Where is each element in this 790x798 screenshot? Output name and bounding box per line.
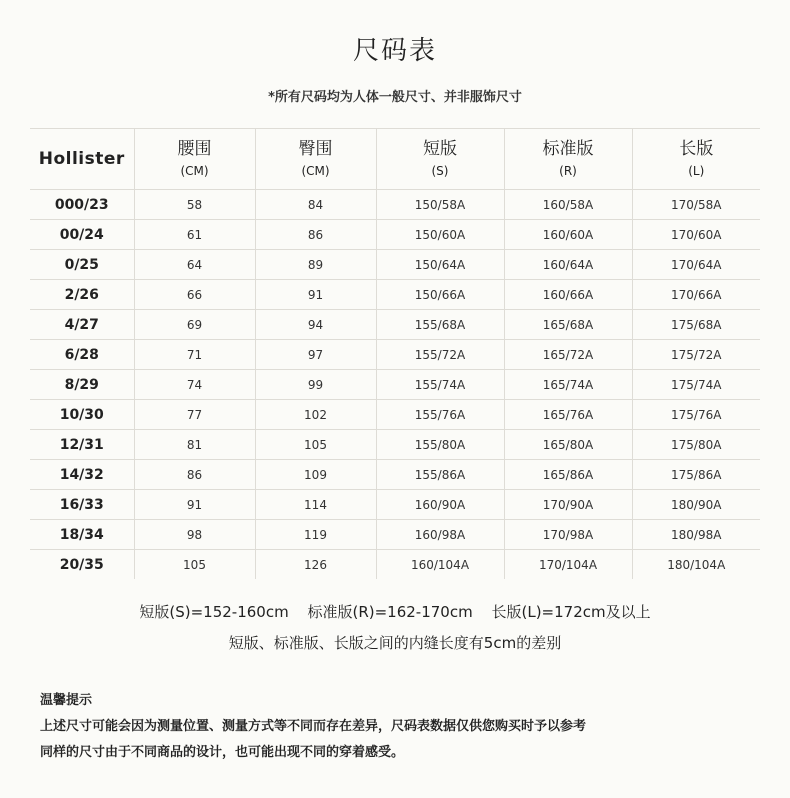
table-cell: 160/60A xyxy=(504,220,632,250)
table-cell: 89 xyxy=(255,250,376,280)
size-label-cell: 4/27 xyxy=(30,310,134,340)
table-cell: 165/76A xyxy=(504,400,632,430)
table-cell: 165/68A xyxy=(504,310,632,340)
table-cell: 119 xyxy=(255,520,376,550)
table-cell: 160/104A xyxy=(376,550,504,580)
size-label-cell: 20/35 xyxy=(30,550,134,580)
table-row xyxy=(30,280,760,310)
table-cell: 170/104A xyxy=(504,550,632,580)
table-cell: 150/58A xyxy=(376,190,504,220)
table-cell: 175/76A xyxy=(632,400,760,430)
table-row xyxy=(30,310,760,340)
brand-header: Hollister xyxy=(30,129,134,190)
header-name: 臀围 xyxy=(298,139,333,159)
table-cell: 160/58A xyxy=(504,190,632,220)
table-cell: 170/64A xyxy=(632,250,760,280)
size-label-cell: 10/30 xyxy=(30,400,134,430)
table-cell: 86 xyxy=(134,460,255,490)
regular-length-note: 标准版(R)=162-170cm xyxy=(307,603,473,621)
size-label-cell: 14/32 xyxy=(30,460,134,490)
table-cell: 155/86A xyxy=(376,460,504,490)
table-cell: 170/98A xyxy=(504,520,632,550)
inseam-difference-note: 短版、标准版、长版之间的内缝长度有5cm的差别 xyxy=(228,634,562,652)
table-cell: 155/72A xyxy=(376,340,504,370)
table-cell: 109 xyxy=(255,460,376,490)
tips-text-line: 上述尺寸可能会因为测量位置、测量方式等不同而存在差异，尺码表数据仅供您购买时予以参考 xyxy=(40,719,587,734)
table-row xyxy=(30,340,760,370)
table-cell: 150/64A xyxy=(376,250,504,280)
table-cell: 175/80A xyxy=(632,430,760,460)
header-unit: (S) xyxy=(431,164,449,178)
table-row xyxy=(30,250,760,280)
size-chart-table xyxy=(30,128,760,579)
size-label-cell: 0/25 xyxy=(30,250,134,280)
table-cell: 64 xyxy=(134,250,255,280)
size-label-cell: 2/26 xyxy=(30,280,134,310)
table-cell: 165/72A xyxy=(504,340,632,370)
table-cell: 94 xyxy=(255,310,376,340)
size-label-cell: 12/31 xyxy=(30,430,134,460)
size-label-cell: 16/33 xyxy=(30,490,134,520)
length-definitions xyxy=(0,601,790,622)
table-cell: 155/74A xyxy=(376,370,504,400)
table-cell: 170/66A xyxy=(632,280,760,310)
subtitle-note: *所有尺码均为人体一般尺寸、并非服饰尺寸 xyxy=(268,90,522,105)
table-body xyxy=(30,190,760,580)
table-cell: 150/66A xyxy=(376,280,504,310)
table-cell: 66 xyxy=(134,280,255,310)
table-row xyxy=(30,520,760,550)
header-unit: (R) xyxy=(559,164,577,178)
short-length-note: 短版(S)=152-160cm xyxy=(139,603,289,621)
table-header-row xyxy=(30,129,760,190)
table-cell: 61 xyxy=(134,220,255,250)
table-cell: 105 xyxy=(134,550,255,580)
header-hip xyxy=(255,129,376,190)
header-short xyxy=(376,129,504,190)
table-cell: 91 xyxy=(134,490,255,520)
size-label-cell: 18/34 xyxy=(30,520,134,550)
table-row xyxy=(30,190,760,220)
table-cell: 160/64A xyxy=(504,250,632,280)
table-cell: 180/98A xyxy=(632,520,760,550)
long-length-note: 长版(L)=172cm及以上 xyxy=(491,603,651,621)
page-title: 尺码表 xyxy=(352,36,437,66)
table-cell: 74 xyxy=(134,370,255,400)
header-name: 腰围 xyxy=(177,139,212,159)
table-row xyxy=(30,400,760,430)
tips-text-line: 同样的尺寸由于不同商品的设计，也可能出现不同的穿着感受。 xyxy=(40,745,405,760)
header-long xyxy=(632,129,760,190)
table-row xyxy=(30,220,760,250)
table-cell: 105 xyxy=(255,430,376,460)
table-cell: 98 xyxy=(134,520,255,550)
tips-title: 温馨提示 xyxy=(40,693,93,708)
table-cell: 58 xyxy=(134,190,255,220)
header-unit: (CM) xyxy=(301,164,330,178)
table-cell: 165/74A xyxy=(504,370,632,400)
table-cell: 114 xyxy=(255,490,376,520)
table-cell: 102 xyxy=(255,400,376,430)
table-row xyxy=(30,550,760,580)
table-cell: 180/90A xyxy=(632,490,760,520)
table-cell: 170/90A xyxy=(504,490,632,520)
header-name: 短版 xyxy=(423,139,457,159)
size-label-cell: 00/24 xyxy=(30,220,134,250)
table-cell: 69 xyxy=(134,310,255,340)
header-unit: (L) xyxy=(688,164,705,178)
table-cell: 81 xyxy=(134,430,255,460)
table-cell: 175/68A xyxy=(632,310,760,340)
size-label-cell: 6/28 xyxy=(30,340,134,370)
table-cell: 155/80A xyxy=(376,430,504,460)
table-row xyxy=(30,460,760,490)
table-cell: 97 xyxy=(255,340,376,370)
header-unit: (CM) xyxy=(180,164,209,178)
table-cell: 155/76A xyxy=(376,400,504,430)
table-cell: 160/66A xyxy=(504,280,632,310)
table-cell: 180/104A xyxy=(632,550,760,580)
table-cell: 160/98A xyxy=(376,520,504,550)
table-cell: 86 xyxy=(255,220,376,250)
table-cell: 77 xyxy=(134,400,255,430)
table-cell: 155/68A xyxy=(376,310,504,340)
table-cell: 84 xyxy=(255,190,376,220)
header-name: 标准版 xyxy=(542,139,594,159)
table-cell: 170/60A xyxy=(632,220,760,250)
table-cell: 99 xyxy=(255,370,376,400)
table-row xyxy=(30,490,760,520)
table-cell: 175/72A xyxy=(632,340,760,370)
header-name: 长版 xyxy=(679,139,714,159)
table-cell: 170/58A xyxy=(632,190,760,220)
table-cell: 91 xyxy=(255,280,376,310)
table-cell: 175/74A xyxy=(632,370,760,400)
table-row xyxy=(30,430,760,460)
size-label-cell: 000/23 xyxy=(30,190,134,220)
header-regular xyxy=(504,129,632,190)
table-cell: 150/60A xyxy=(376,220,504,250)
size-label-cell: 8/29 xyxy=(30,370,134,400)
header-waist xyxy=(134,129,255,190)
table-cell: 126 xyxy=(255,550,376,580)
table-cell: 165/86A xyxy=(504,460,632,490)
table-row xyxy=(30,370,760,400)
table-cell: 165/80A xyxy=(504,430,632,460)
table-cell: 160/90A xyxy=(376,490,504,520)
table-cell: 175/86A xyxy=(632,460,760,490)
table-cell: 71 xyxy=(134,340,255,370)
